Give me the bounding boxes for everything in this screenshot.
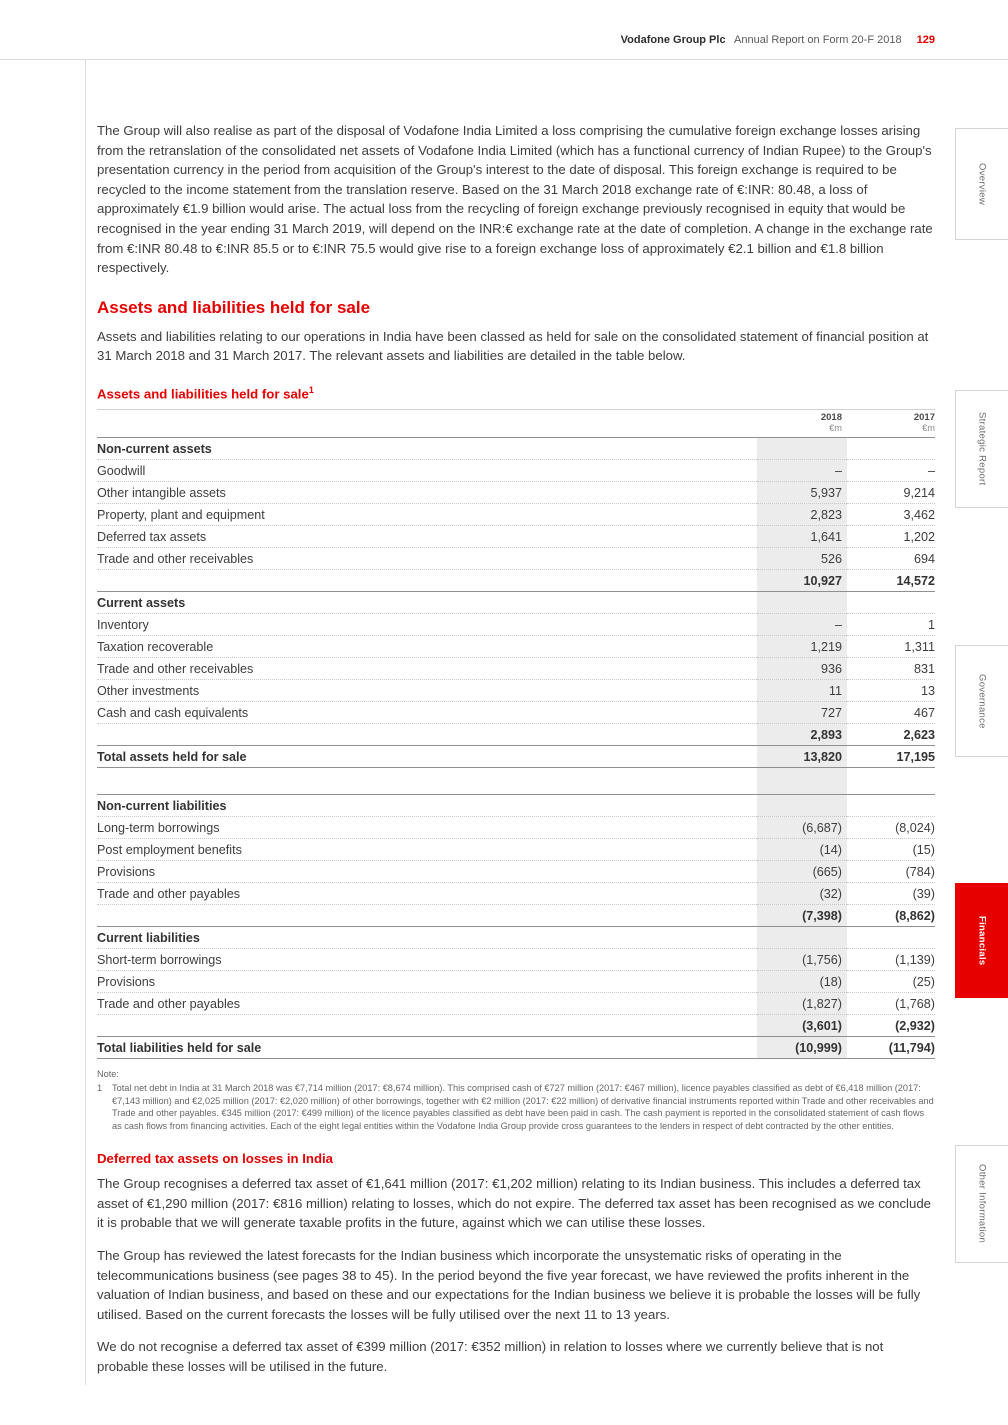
held-for-sale-paragraph: Assets and liabilities relating to our operations in India have been classed as held for sale on the consolidated statement of financial position at 31 March 2018 and 31 March 2017. The relevant assets and liabilities are detailed in the table below. — [97, 328, 929, 364]
intro-paragraph: The Group will also realise as part of the disposal of Vodafone India Limited a loss comprising the cumulative foreign exchange losses arising from the retranslation of the consolidated net assets of Vodafone India Limited (which has a functional currency of Indian Rupee) to the Group's presentation currency in the period from acquisition of the Group's interest to the date of disposal. This foreign exchange is required to be recycled to the income statement from the translation reserve. Based on the 31 March 2018 exchange rate of €:INR: 80.48, a loss of approximately €1.9 billion would arise. The actual loss from the recycling of foreign exchange previously recognised in equity that would be recognised in the year ending 31 March 2019, will depend on the INR:€ exchange rate at the date of completion. A change in the exchange rate from €:INR 80.48 to €:INR 85.5 or to €:INR 75.5 would give rise to a foreign exchange loss of approximately €2.1 billion and €1.8 billion respectively. — [97, 123, 933, 276]
page-number: 129 — [916, 34, 935, 46]
footnote-text: Total net debt in India at 31 March 2018 was €7,714 million (2017: €8,674 million). This comprised cash of €727 million (2017: €467 million), licence payables classified as debt of €6,418 million (2017: €7,143 million) and €2,025 million (2017: €2,020 million) of other borrowings, together with €2 million (2017: €22 million) of derivative financial instruments reported within Trade and other receivables and Trade and other payables. €345 million (2017: €499 million) of the licence payables classified as debt have been paid in cash. The cash payment is reported in the consolidated statement of cash flows as cash flows from financing activities. Each of the eight legal entities within the Vodafone India Group provide cross guarantees to the lenders in respect of debt contracted by the other entities. — [112, 1082, 934, 1131]
side-tab-governance[interactable]: Governance — [955, 645, 1008, 757]
table-row: Current liabilities — [97, 927, 935, 949]
side-tabs — [955, 0, 1008, 1425]
table-row: Long-term borrowings (6,687) (8,024) — [97, 817, 935, 839]
table-row: Total assets held for sale 13,820 17,195 — [97, 746, 935, 768]
main-content — [97, 0, 935, 1390]
table-row: Property, plant and equipment 2,823 3,462 — [97, 504, 935, 526]
table-title-text: Assets and liabilities held for sale — [97, 386, 309, 402]
footnote-number: 1 — [97, 1082, 103, 1093]
table-row: Short-term borrowings (1,756) (1,139) — [97, 949, 935, 971]
table-row: Deferred tax assets 1,641 1,202 — [97, 526, 935, 548]
table-row: Goodwill – – — [97, 460, 935, 482]
table-row: Provisions (665) (784) — [97, 861, 935, 883]
section-heading-held-for-sale: Assets and liabilities held for sale — [97, 297, 371, 317]
table-row: (7,398) (8,862) — [97, 905, 935, 927]
deferred-tax-paragraph-1: The Group recognises a deferred tax asset of €1,641 million (2017: €1,202 million) relating to its Indian business. This includes a deferred tax asset of €1,290 million (2017: €816 million) relating to losses, which do not expire. The deferred tax asset has been recognised as we conclude it is probable that we will generate taxable profits in the future, against which we can utilise these losses. — [97, 1176, 931, 1231]
table-row: Trade and other payables (32) (39) — [97, 883, 935, 905]
side-tab-overview[interactable]: Overview — [955, 128, 1008, 240]
table-spacer-row — [97, 768, 935, 795]
held-for-sale-table — [97, 409, 935, 1059]
table-header-empty — [97, 410, 757, 438]
table-header-2017: 2017 €m — [847, 410, 935, 438]
footnote-label: Note: — [97, 1069, 119, 1080]
table-row: Other intangible assets 5,937 9,214 — [97, 482, 935, 504]
table-row: Total liabilities held for sale (10,999) (11,794) — [97, 1037, 935, 1059]
table-row: Current assets — [97, 592, 935, 614]
footnote — [97, 1068, 935, 1132]
side-tab-financials[interactable]: Financials — [955, 883, 1008, 998]
table-header-2018: 2018 €m — [757, 410, 847, 438]
brand-name: Vodafone Group Plc — [620, 34, 726, 46]
deferred-tax-paragraph-3: We do not recognise a deferred tax asset of €399 million (2017: €352 million) in relation to losses where we currently believe that is not probable these losses will be utilised in the future. — [97, 1339, 884, 1375]
table-row: Other investments 11 13 — [97, 680, 935, 702]
section-heading-deferred-tax: Deferred tax assets on losses in India — [97, 1151, 334, 1167]
table-title-note-ref: 1 — [308, 384, 314, 395]
table-row: 2,893 2,623 — [97, 724, 935, 746]
table-header-row — [97, 410, 935, 438]
table-row: Inventory – 1 — [97, 614, 935, 636]
side-tab-other-information[interactable]: Other Information — [955, 1145, 1008, 1263]
report-title: Annual Report on Form 20-F 2018 — [734, 34, 902, 46]
table-row: Trade and other receivables 526 694 — [97, 548, 935, 570]
table-row: (3,601) (2,932) — [97, 1015, 935, 1037]
held-for-sale-table-body — [97, 438, 935, 1059]
table-row: Trade and other payables (1,827) (1,768) — [97, 993, 935, 1015]
left-margin-rule — [85, 59, 86, 1385]
table-row: Non-current liabilities — [97, 795, 935, 817]
side-tab-strategic-report[interactable]: Strategic Report — [955, 390, 1008, 508]
table-row: 10,927 14,572 — [97, 570, 935, 592]
table-row: Non-current assets — [97, 438, 935, 460]
table-title — [97, 385, 935, 401]
table-row: Taxation recoverable 1,219 1,311 — [97, 636, 935, 658]
table-row: Provisions (18) (25) — [97, 971, 935, 993]
table-row: Post employment benefits (14) (15) — [97, 839, 935, 861]
table-row: Cash and cash equivalents 727 467 — [97, 702, 935, 724]
table-row: Trade and other receivables 936 831 — [97, 658, 935, 680]
deferred-tax-paragraph-2: The Group has reviewed the latest forecasts for the Indian business which incorporate the unsystematic risks of operating in the telecommunications business (see pages 38 to 45). In the period beyond the five year forecast, we have reviewed the profits inherent in the valuation of Indian business, and based on these and our expectations for the Indian business we believe it is probable the losses will be fully utilised. Based on the current forecasts the losses will be fully utilised over the next 11 to 13 years. — [97, 1248, 921, 1322]
